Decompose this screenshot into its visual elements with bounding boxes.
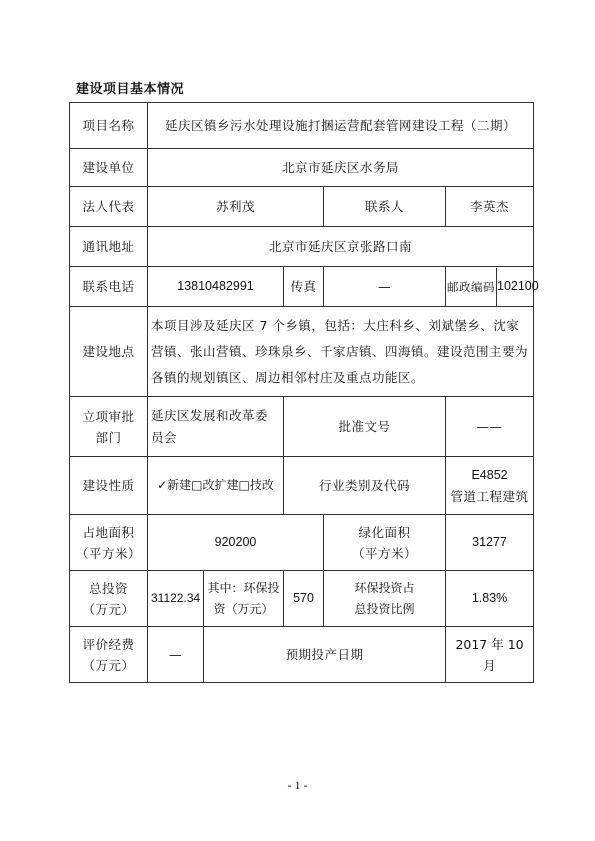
value-address: 北京市延庆区京张路口南 [148,227,534,267]
label-ratio-line1: 环保投资占 [354,580,415,595]
label-contact: 联系人 [324,187,446,227]
label-area [70,515,148,571]
label-postcode: 邮政编码 [446,268,497,306]
section-title: 建设项目基本情况 [76,82,185,97]
label-approval-line2: 部门 [95,429,122,445]
value-industry [446,457,534,515]
value-eval: — [148,627,204,683]
label-green-line2: （平方米） [351,545,417,561]
value-investment: 31122.34 [148,571,204,627]
label-green [324,515,446,571]
label-area-line1: 占地面积 [82,524,135,540]
value-env-ratio: 1.83% [446,571,534,627]
label-location: 建设地点 [70,307,148,397]
label-nature: 建设性质 [70,457,148,515]
label-approval-doc: 批准文号 [284,397,446,457]
label-investment [70,571,148,627]
value-production-date: 2017 年 10 月 [446,627,534,683]
value-project-name: 延庆区镇乡污水处理设施打捆运营配套管网建设工程（二期） [148,103,534,149]
label-eval [70,627,148,683]
value-green: 31277 [446,515,534,571]
row-address [70,227,534,267]
post-cell [446,267,539,307]
value-postcode: 102100 [497,279,539,293]
label-green-line1: 绿化面积 [358,524,411,540]
label-phone: 联系电话 [70,267,148,307]
label-env-investment [204,571,284,627]
label-industry: 行业类别及代码 [284,457,446,515]
row-eval [70,627,534,683]
label-approval [70,397,148,457]
label-investment-line1: 总投资 [88,580,128,596]
value-location: 本项目涉及延庆区 7 个乡镇，包括：大庄科乡、刘斌堡乡、沈家营镇、张山营镇、珍珠泉乡、千家店镇、四海镇。建设范围主要为各镇的规划镇区、周边相邻村庄及重点功能区。 [148,307,534,397]
row-project-name [70,103,534,149]
value-env-investment: 570 [284,571,324,627]
industry-code: E4852 [471,467,508,482]
value-approval: 延庆区发展和改革委员会 [148,397,284,457]
row-location [70,307,534,397]
value-area: 920200 [148,515,324,571]
row-investment [70,571,534,627]
label-env-line1: 其中：环保投 [207,580,280,595]
value-phone: 13810482991 [148,267,284,307]
row-area [70,515,534,571]
page-number: - 1 - [287,778,308,792]
row-phone [70,267,534,307]
label-approval-line1: 立项审批 [82,408,135,424]
label-ratio-line2: 总投资比例 [354,601,415,616]
label-production-date: 预期投产日期 [204,627,446,683]
label-eval-line2: （万元） [82,657,135,673]
label-env-line2: 资（万元） [213,601,274,616]
label-investment-line2: （万元） [82,601,135,617]
industry-name: 管道工程建筑 [450,488,529,504]
label-area-line2: （平方米） [75,545,141,561]
row-approval [70,397,534,457]
label-eval-line1: 评价经费 [82,636,135,652]
label-builder: 建设单位 [70,149,148,187]
row-nature [70,457,534,515]
label-env-ratio [324,571,446,627]
value-contact: 李英杰 [446,187,534,227]
value-fax: — [324,267,446,307]
value-approval-doc: —— [446,397,534,457]
value-builder: 北京市延庆区水务局 [148,149,534,187]
label-legal-rep: 法人代表 [70,187,148,227]
value-legal-rep: 苏利茂 [148,187,324,227]
row-builder [70,149,534,187]
label-project-name: 项目名称 [70,103,148,149]
value-nature: ✓新建□改扩建□技改 [148,457,284,515]
row-legal-rep [70,187,534,227]
label-address: 通讯地址 [70,227,148,267]
basic-info-table [69,102,539,683]
label-fax: 传真 [284,267,324,307]
